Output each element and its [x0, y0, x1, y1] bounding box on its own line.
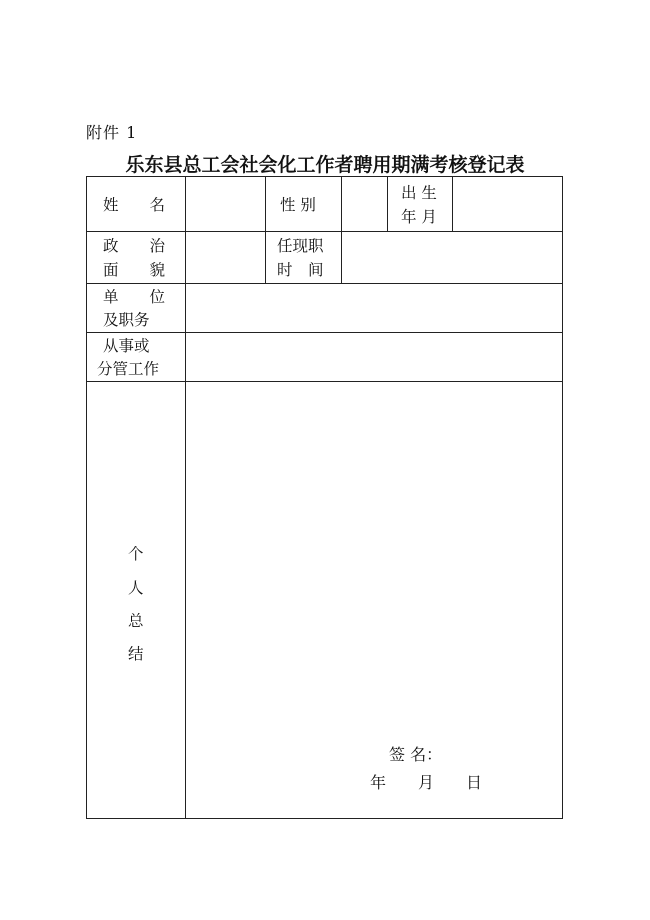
birth-label-cell	[387, 176, 453, 232]
unit-input[interactable]	[185, 283, 563, 333]
birth-label-line1: 出 生	[401, 184, 437, 202]
unit-label-line1: 单 位	[103, 288, 166, 306]
summary-char-2: 人	[128, 579, 144, 597]
political-label-line1: 政 治	[103, 237, 166, 255]
attachment-label: 附件 1	[86, 123, 138, 142]
political-label-cell	[86, 231, 186, 284]
work-input[interactable]	[185, 332, 563, 382]
work-label-cell	[86, 332, 186, 382]
tenure-label-cell	[265, 231, 342, 284]
summary-char-3: 总	[128, 612, 144, 630]
work-label-line1: 从事或	[103, 337, 150, 355]
date-label: 年 月 日	[370, 773, 483, 792]
summary-label-cell	[86, 381, 186, 819]
summary-char-1: 个	[128, 545, 144, 563]
birth-input[interactable]	[452, 176, 563, 232]
tenure-label-line1: 任现职	[277, 237, 324, 255]
signature-label: 签 名：	[389, 745, 443, 764]
form-title: 乐东县总工会社会化工作者聘用期满考核登记表	[125, 154, 525, 176]
work-label-line2: 分管工作	[97, 360, 160, 378]
summary-char-4: 结	[128, 645, 144, 663]
political-label-line2: 面 貌	[103, 261, 166, 279]
name-label: 姓 名	[103, 196, 166, 214]
name-label-cell	[86, 176, 186, 232]
gender-label-cell	[265, 176, 342, 232]
name-input[interactable]	[185, 176, 266, 232]
unit-label-cell	[86, 283, 186, 333]
gender-label: 性 别	[280, 196, 316, 214]
gender-input[interactable]	[341, 176, 388, 232]
tenure-input[interactable]	[341, 231, 563, 284]
tenure-label-line2: 时 间	[277, 261, 324, 279]
birth-label-line2: 年 月	[401, 208, 437, 226]
political-input[interactable]	[185, 231, 266, 284]
unit-label-line2: 及职务	[103, 311, 150, 329]
summary-input[interactable]	[185, 381, 563, 819]
